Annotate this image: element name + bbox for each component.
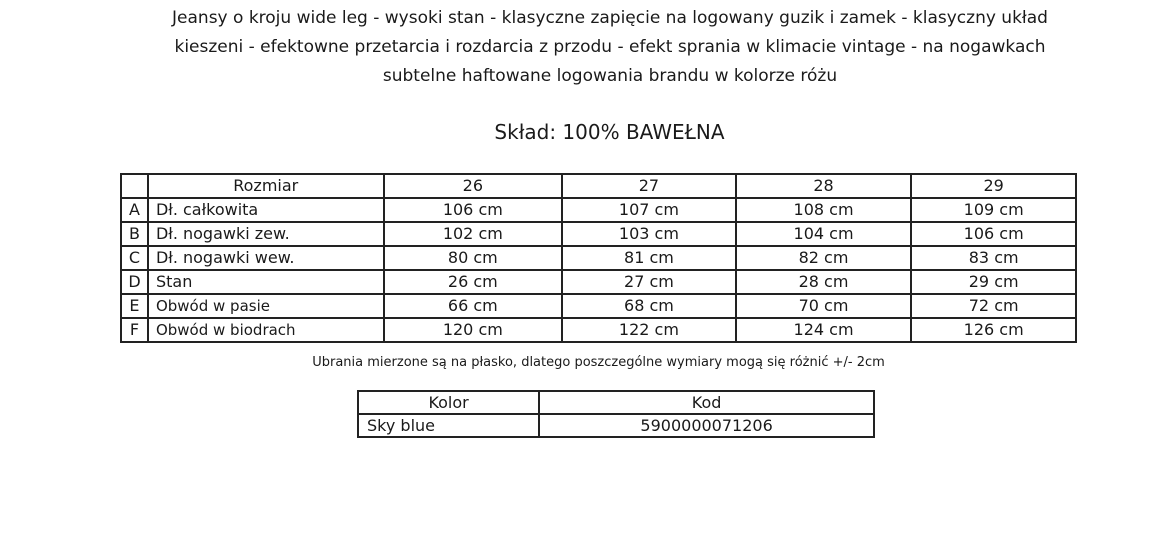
table-cell: 108 cm (736, 198, 912, 222)
table-cell: 28 cm (736, 270, 912, 294)
row-letter: F (121, 318, 148, 342)
product-description (100, 4, 1120, 91)
row-letter: A (121, 198, 148, 222)
description-line: Jeansy o kroju wide leg - wysoki stan - klasyczne zapięcie na logowany guzik i zamek - klasyczny układ (172, 8, 1048, 28)
row-label: Dł. nogawki wew. (148, 246, 384, 270)
table-row (121, 246, 1076, 270)
table-row (121, 270, 1076, 294)
table-row (358, 414, 874, 437)
header-size-27: 27 (562, 174, 736, 198)
header-rozmiar: Rozmiar (148, 174, 384, 198)
table-cell: 109 cm (911, 198, 1076, 222)
row-letter: C (121, 246, 148, 270)
table-cell: 103 cm (562, 222, 736, 246)
table-cell: 102 cm (384, 222, 563, 246)
row-label: Dł. całkowita (148, 198, 384, 222)
table-cell: 68 cm (562, 294, 736, 318)
table-cell: 72 cm (911, 294, 1076, 318)
row-letter: E (121, 294, 148, 318)
code-table-header-row (358, 391, 874, 414)
header-size-29: 29 (911, 174, 1076, 198)
size-table (120, 173, 1077, 343)
table-cell: 70 cm (736, 294, 912, 318)
table-cell: 81 cm (562, 246, 736, 270)
row-label: Dł. nogawki zew. (148, 222, 384, 246)
header-size-26: 26 (384, 174, 563, 198)
table-cell: 29 cm (911, 270, 1076, 294)
table-cell: 82 cm (736, 246, 912, 270)
table-row (121, 222, 1076, 246)
table-cell: 124 cm (736, 318, 912, 342)
header-empty-cell (121, 174, 148, 198)
description-line: subtelne haftowane logowania brandu w kolorze różu (382, 66, 838, 86)
table-row (121, 198, 1076, 222)
size-table-header-row (121, 174, 1076, 198)
table-row (121, 318, 1076, 342)
row-letter: D (121, 270, 148, 294)
table-cell: 104 cm (736, 222, 912, 246)
row-letter: B (121, 222, 148, 246)
table-cell: 106 cm (384, 198, 563, 222)
table-cell: 27 cm (562, 270, 736, 294)
table-cell: 106 cm (911, 222, 1076, 246)
table-cell: 126 cm (911, 318, 1076, 342)
composition-heading: Skład: 100% BAWEŁNA (494, 120, 725, 144)
color-value: Sky blue (358, 414, 539, 437)
table-row (121, 294, 1076, 318)
row-label: Obwód w biodrach (148, 318, 384, 342)
table-cell: 83 cm (911, 246, 1076, 270)
header-kod: Kod (539, 391, 874, 414)
row-label: Stan (148, 270, 384, 294)
color-code-table (357, 390, 875, 438)
row-label: Obwód w pasie (148, 294, 384, 318)
table-cell: 107 cm (562, 198, 736, 222)
code-value: 5900000071206 (539, 414, 874, 437)
measurement-note: Ubrania mierzone są na płasko, dlatego poszczególne wymiary mogą się różnić +/- 2cm (312, 355, 885, 370)
description-line: kieszeni - efektowne przetarcia i rozdarcia z przodu - efekt sprania w klimacie vintage - na nogawkach (174, 37, 1046, 57)
header-size-28: 28 (736, 174, 912, 198)
table-cell: 120 cm (384, 318, 563, 342)
table-cell: 26 cm (384, 270, 563, 294)
table-cell: 66 cm (384, 294, 563, 318)
table-cell: 80 cm (384, 246, 563, 270)
header-kolor: Kolor (358, 391, 539, 414)
table-cell: 122 cm (562, 318, 736, 342)
